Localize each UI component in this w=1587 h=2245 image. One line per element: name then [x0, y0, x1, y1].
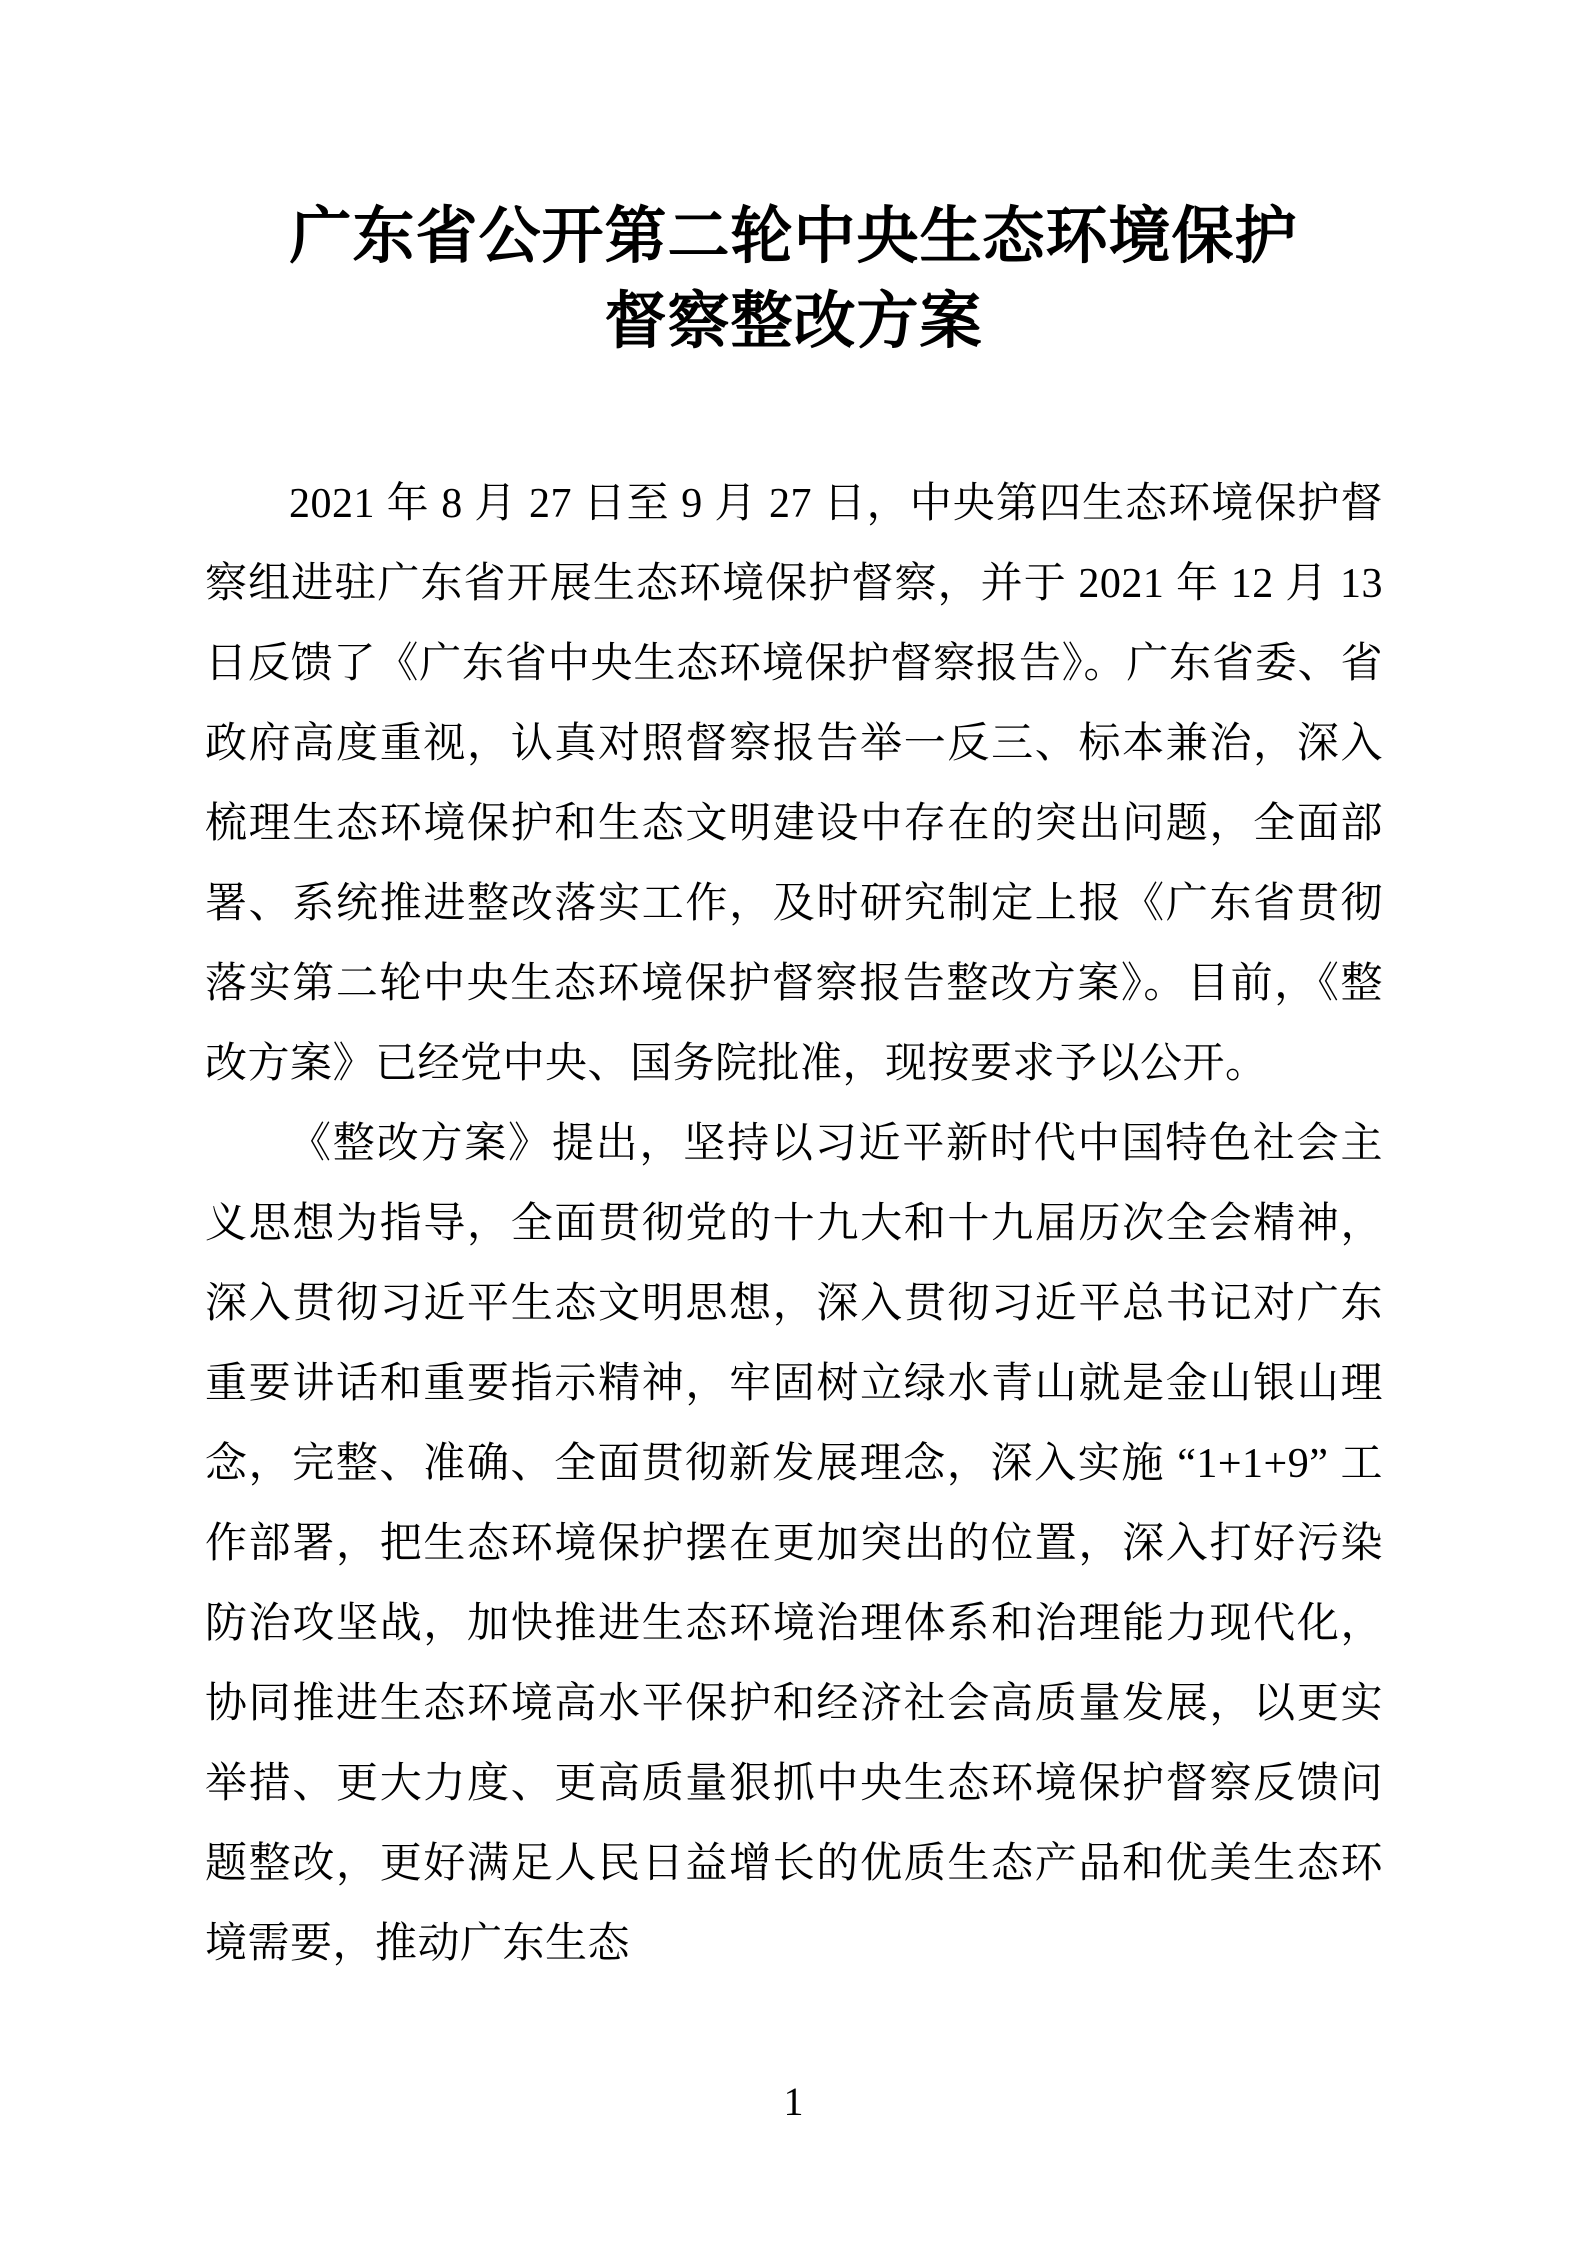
title-line-1: 广东省公开第二轮中央生态环境保护 [289, 203, 1298, 271]
document-body [205, 464, 1383, 1984]
document-title [0, 195, 1587, 365]
title-line-2: 督察整改方案 [604, 288, 983, 356]
paragraph-2: 《整改方案》提出，坚持以习近平新时代中国特色社会主义思想为指导，全面贯彻党的十九大和十九届历次全会精神，深入贯彻习近平生态文明思想，深入贯彻习近平总书记对广东重要讲话和重要指示精神，牢固树立绿水青山就是金山银山理念，完整、准确、全面贯彻新发展理念，深入实施 “1+1+9” 工作部署，把生态环境保护摆在更加突出的位置，深入打好污染防治攻坚战，加快推进生态环境治理体系和治理能力现代化，协同推进生态环境高水平保护和经济社会高质量发展，以更实举措、更大力度、更高质量狠抓中央生态环境保护督察反馈问题整改，更好满足人民日益增长的优质生态产品和优美生态环境需要，推动广东生态 [205, 1121, 1383, 1967]
page-number: 1 [783, 2079, 804, 2124]
paragraph-1: 2021 年 8 月 27 日至 9 月 27 日，中央第四生态环境保护督察组进驻广东省开展生态环境保护督察，并于 2021 年 12 月 13 日反馈了《广东省中央生态环境保护督察报告》。广东省委、省政府高度重视，认真对照督察报告举一反三、标本兼治，深入梳理生态环境保护和生态文明建设中存在的突出问题，全面部署、系统推进整改落实工作，及时研究制定上报《广东省贯彻落实第二轮中央生态环境保护督察报告整改方案》。目前，《整改方案》已经党中央、国务院批准，现按要求予以公开。 [205, 481, 1383, 1087]
